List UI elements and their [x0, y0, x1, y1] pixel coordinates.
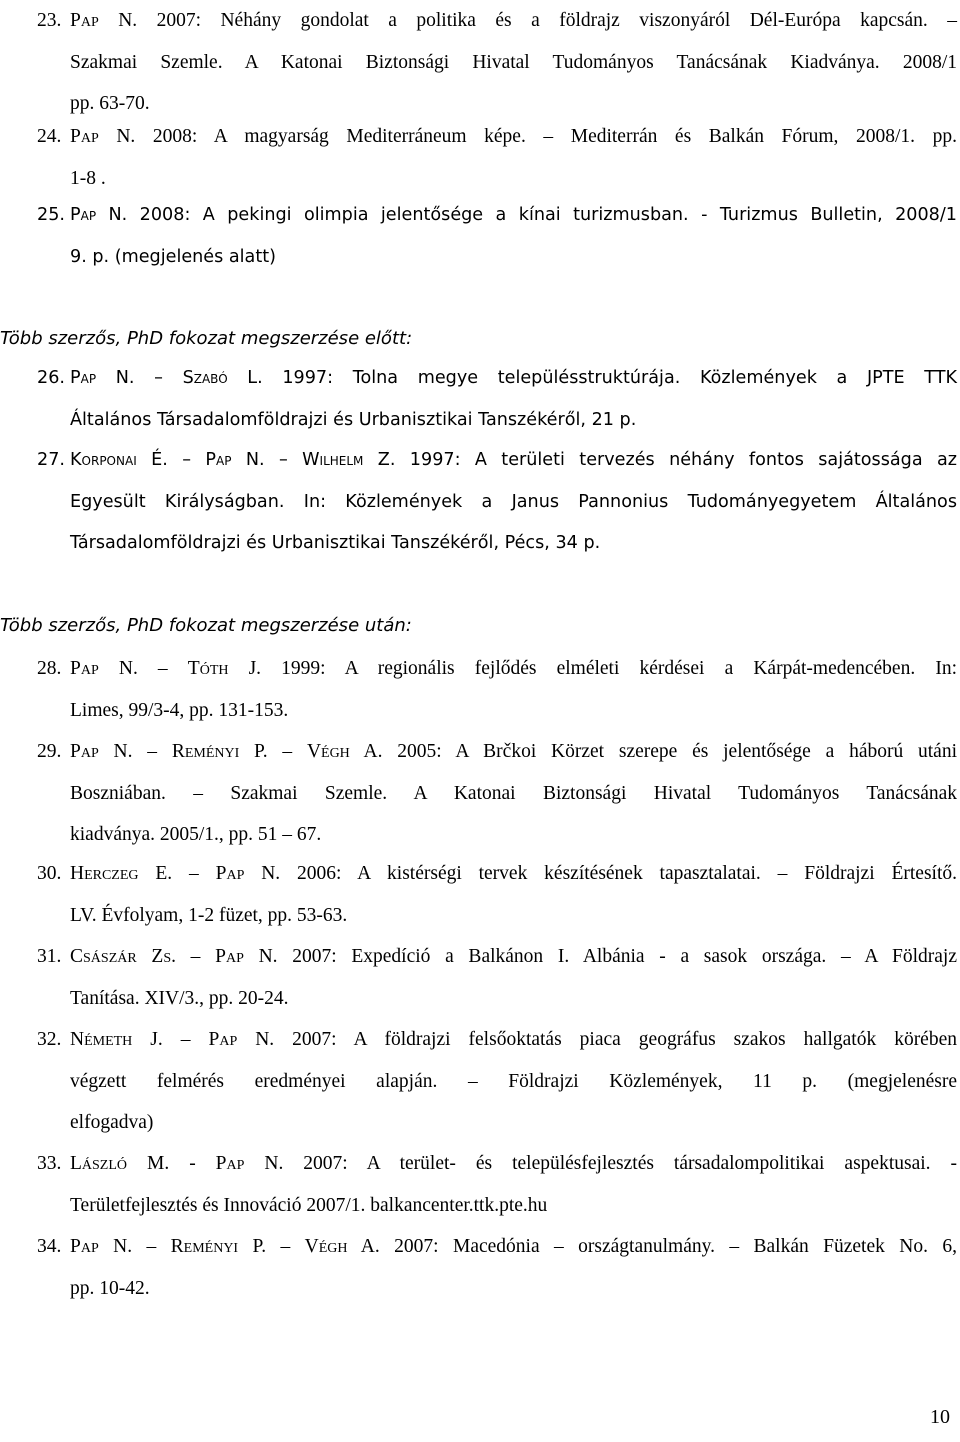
reference-text: pp. 10-42. [70, 1277, 150, 1299]
reference-text: Pap N. 2007: Néhány gondolat a politika és a földrajz viszonyáról Dél-Európa kapcsán. – [70, 10, 957, 31]
reference-text: Tanítása. XIV/3., pp. 20-24. [70, 987, 289, 1009]
reference-text: Általános Társadalomföldrajzi és Urbanisztikai Tanszékéről, 21 p. [70, 409, 637, 430]
section-heading-after-phd: Több szerzős, PhD fokozat megszerzése után: [0, 615, 412, 636]
reference-number: 26. [37, 368, 65, 388]
reference-number: 24. [37, 126, 62, 147]
reference-number: 32. [37, 1029, 62, 1050]
reference-number: 27. [37, 450, 65, 470]
reference-text: Herczeg E. – Pap N. 2006: A kistérségi tervek készítésének tapasztalatai. – Földrajzi Értesítő. [70, 863, 957, 884]
reference-number: 31. [37, 946, 62, 967]
reference-text: kiadványa. 2005/1., pp. 51 – 67. [70, 824, 322, 845]
reference-text: Pap N. 2008: A pekingi olimpia jelentősége a kínai turizmusban. - Turizmus Bulletin, 2008/1 [70, 205, 957, 225]
reference-entry [37, 936, 957, 1019]
reference-text: 9. p. (megjelenés alatt) [70, 246, 276, 267]
reference-entry [37, 1226, 957, 1309]
reference-text: László M. - Pap N. 2007: A terület- és településfejlesztés társadalompolitikai aspektusai. - [70, 1153, 957, 1174]
reference-text: Egyesült Királyságban. In: Közlemények a Janus Pannonius Tudományegyetem Általános [70, 491, 957, 512]
reference-text: Limes, 99/3-4, pp. 131-153. [70, 699, 289, 721]
reference-entry [37, 440, 957, 565]
reference-number: 34. [37, 1236, 62, 1257]
reference-entry [37, 853, 957, 936]
reference-text: Császár Zs. – Pap N. 2007: Expedíció a Balkánon I. Albánia - a sasok országa. – A Földrajz [70, 946, 957, 967]
reference-entry [37, 648, 957, 731]
reference-text: Pap N. – Reményi P. – Végh A. 2007: Macedónia – országtanulmány. – Balkán Füzetek No. 6, [70, 1236, 957, 1257]
reference-text: végzett felmérés eredményei alapján. – Földrajzi Közlemények, 11 p. (megjelenésre [70, 1070, 957, 1092]
reference-entry [37, 1143, 957, 1226]
reference-text: Pap N. – Szabó L. 1997: Tolna megye településstruktúrája. Közlemények a JPTE TTK [70, 368, 958, 388]
reference-text: Németh J. – Pap N. 2007: A földrajzi felsőoktatás piaca geográfus szakos hallgatók körében [70, 1029, 957, 1050]
reference-entry [37, 731, 957, 856]
reference-text: LV. Évfolyam, 1-2 füzet, pp. 53-63. [70, 904, 348, 926]
reference-entry [37, 1019, 957, 1144]
reference-number: 29. [37, 741, 62, 762]
reference-text: Pap N. 2008: A magyarság Mediterráneum képe. – Mediterrán és Balkán Fórum, 2008/1. pp. [70, 126, 957, 147]
reference-text: Korponai É. – Pap N. – Wilhelm Z. 1997: A területi tervezés néhány fontos sajátossága az [70, 450, 957, 470]
reference-text: Szakmai Szemle. A Katonai Biztonsági Hivatal Tudományos Tanácsának Kiadványa. 2008/1 [70, 51, 957, 73]
reference-text: Pap N. – Reményi P. – Végh A. 2005: A Brčkoi Körzet szerepe és jelentősége a háború utáni [70, 741, 957, 762]
reference-entry [37, 116, 957, 199]
reference-text: Boszniában. – Szakmai Szemle. A Katonai Biztonsági Hivatal Tudományos Tanácsának [70, 782, 957, 804]
page-number: 10 [930, 1406, 950, 1428]
reference-number: 30. [37, 863, 62, 884]
reference-text: Területfejlesztés és Innováció 2007/1. balkancenter.ttk.pte.hu [70, 1194, 548, 1216]
reference-entry [37, 358, 957, 441]
reference-text: elfogadva) [70, 1112, 154, 1133]
reference-entry [37, 195, 957, 278]
reference-text: Pap N. – Tóth J. 1999: A regionális fejlődés elméleti kérdései a Kárpát-medencében. In: [70, 658, 957, 679]
reference-number: 23. [37, 10, 62, 31]
reference-text: Társadalomföldrajzi és Urbanisztikai Tanszékéről, Pécs, 34 p. [70, 533, 601, 553]
reference-number: 33. [37, 1153, 62, 1174]
reference-number: 25. [37, 205, 65, 225]
reference-text: 1-8 . [70, 167, 106, 189]
reference-entry [37, 0, 957, 125]
reference-number: 28. [37, 658, 62, 679]
section-heading-before-phd: Több szerzős, PhD fokozat megszerzése előtt: [0, 328, 413, 349]
reference-text: pp. 63-70. [70, 93, 150, 114]
